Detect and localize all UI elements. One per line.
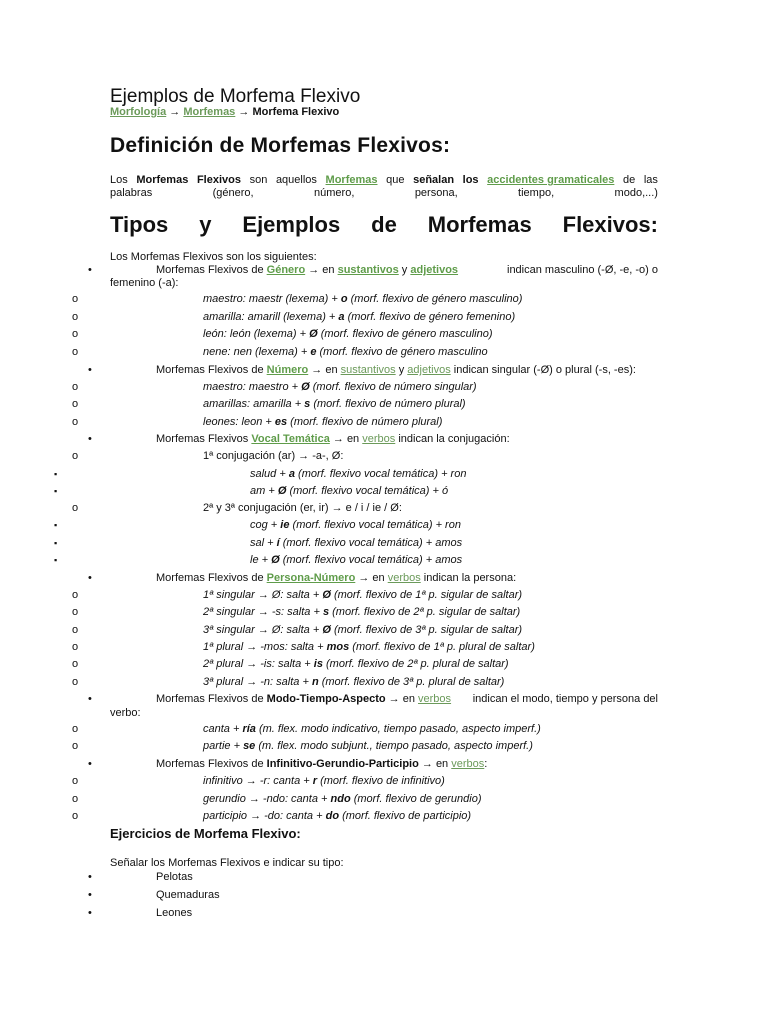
heading-word: Ejemplos bbox=[242, 212, 341, 237]
example-item: león: león (lexema) + Ø (morf. flexivo de género masculino) bbox=[203, 328, 493, 340]
example-item: nene: nen (lexema) + e (morf. flexivo de género masculino bbox=[203, 346, 488, 358]
exercise-item: Leones bbox=[156, 907, 193, 919]
circle-bullet-icon: o bbox=[72, 775, 79, 787]
heading-word: Tipos bbox=[110, 212, 169, 237]
link-adjetivos[interactable]: adjetivos bbox=[410, 264, 459, 276]
list-item-persona: Morfemas Flexivos de Persona-Número → en verbos indican la persona: bbox=[156, 572, 517, 584]
circle-bullet-icon: o bbox=[72, 641, 79, 653]
text-bold: Morfemas bbox=[136, 174, 189, 186]
tipos-heading bbox=[110, 212, 658, 238]
square-bullet-icon: ▪ bbox=[54, 486, 58, 496]
circle-bullet-icon: o bbox=[72, 658, 79, 670]
example-item: sal + í (morf. flexivo vocal temática) + amos bbox=[250, 537, 463, 549]
example-item: le + Ø (morf. flexivo vocal temática) + amos bbox=[250, 554, 463, 566]
breadcrumb-current: Morfema Flexivo bbox=[252, 106, 340, 118]
list-item-genero bbox=[156, 264, 658, 277]
list-item-numero: Morfemas Flexivos de Número → en sustantivos y adjetivos indican singular (-Ø) o plural (-s, -es): bbox=[156, 364, 636, 376]
example-item: 1ª singular → Ø: salta + Ø (morf. flexivo de 1ª p. sigular de saltar) bbox=[203, 589, 523, 601]
example-item: participio → -do: canta + do (morf. flexivo de participio) bbox=[203, 810, 472, 822]
circle-bullet-icon: o bbox=[72, 346, 79, 358]
disc-bullet-icon: • bbox=[88, 693, 92, 705]
example-item: gerundio → -ndo: canta + ndo (morf. flexivo de gerundio) bbox=[203, 793, 482, 805]
link-sustantivos[interactable]: sustantivos bbox=[337, 264, 399, 276]
square-bullet-icon: ▪ bbox=[54, 520, 58, 530]
list-item-genero-cont: femenino (-a): bbox=[110, 277, 179, 289]
example-item: 3ª singular → Ø: salta + Ø (morf. flexivo de 3ª p. sigular de saltar) bbox=[203, 624, 523, 636]
list-item-modo-cont: verbo: bbox=[110, 707, 141, 719]
link-verbos[interactable]: verbos bbox=[418, 693, 452, 705]
circle-bullet-icon: o bbox=[72, 450, 79, 462]
intro-text: Los Morfemas Flexivos son los siguientes: bbox=[110, 251, 317, 263]
text: Morfemas Flexivos de Género → en sustantivos y adjetivos bbox=[156, 264, 459, 276]
disc-bullet-icon: • bbox=[88, 364, 92, 376]
link-persona-numero[interactable]: Persona-Número bbox=[266, 572, 356, 584]
example-item: amarillas: amarilla + s (morf. flexivo de número plural) bbox=[203, 398, 466, 410]
breadcrumb bbox=[110, 106, 339, 118]
text: aquellos bbox=[275, 174, 317, 186]
circle-bullet-icon: o bbox=[72, 381, 79, 393]
example-item: partie + se (m. flex. modo subjunt., tiempo pasado, aspecto imperf.) bbox=[203, 740, 533, 752]
circle-bullet-icon: o bbox=[72, 723, 79, 735]
text: indican masculino (-Ø, -e, -o) o bbox=[507, 264, 658, 276]
text: las bbox=[643, 174, 658, 186]
list-item-infinitivo: Morfemas Flexivos de Infinitivo-Gerundio-Participio → en verbos: bbox=[156, 758, 488, 770]
example-item: 2ª plural → -is: salta + is (morf. flexivo de 2ª p. plural de saltar) bbox=[203, 658, 509, 670]
text: indican el modo, tiempo y persona del bbox=[472, 693, 658, 705]
text: tiempo, bbox=[518, 187, 555, 199]
example-item: maestro: maestr (lexema) + o (morf. flexivo de género masculino) bbox=[203, 293, 523, 305]
text-bold: Flexivos bbox=[196, 174, 241, 186]
page-title: Ejemplos de Morfema Flexivo bbox=[110, 86, 361, 107]
example-item: 1ª plural → -mos: salta + mos (morf. flexivo de 1ª p. plural de saltar) bbox=[203, 641, 535, 653]
text: que bbox=[386, 174, 405, 186]
text: de bbox=[622, 174, 636, 186]
heading-word: de bbox=[371, 212, 397, 237]
exercise-item: Pelotas bbox=[156, 871, 193, 883]
example-item: leones: leon + es (morf. flexivo de número plural) bbox=[203, 416, 443, 428]
example-item: am + Ø (morf. flexivo vocal temática) + ó bbox=[250, 485, 449, 497]
circle-bullet-icon: o bbox=[72, 589, 79, 601]
circle-bullet-icon: o bbox=[72, 311, 79, 323]
breadcrumb-separator: → bbox=[169, 106, 181, 118]
breadcrumb-separator: → bbox=[238, 106, 250, 118]
definition-line-1 bbox=[110, 174, 658, 187]
link-verbos[interactable]: verbos bbox=[387, 572, 421, 584]
example-item: salud + a (morf. flexivo vocal temática) + ron bbox=[250, 468, 467, 480]
square-bullet-icon: ▪ bbox=[54, 469, 58, 479]
circle-bullet-icon: o bbox=[72, 624, 79, 636]
link-morfemas[interactable]: Morfemas bbox=[325, 174, 378, 186]
text: persona, bbox=[414, 187, 458, 199]
text-bold: señalan bbox=[413, 174, 455, 186]
circle-bullet-icon: o bbox=[72, 502, 79, 514]
link-adjetivos[interactable]: adjetivos bbox=[407, 364, 451, 376]
text: (género, bbox=[212, 187, 254, 199]
text: modo,...) bbox=[614, 187, 658, 199]
text: número, bbox=[314, 187, 355, 199]
breadcrumb-link-morfemas[interactable]: Morfemas bbox=[183, 106, 236, 118]
link-numero[interactable]: Número bbox=[266, 364, 309, 376]
example-item: 2ª singular → -s: salta + s (morf. flexivo de 2ª p. sigular de saltar) bbox=[203, 606, 521, 618]
example-item: amarilla: amarill (lexema) + a (morf. flexivo de género femenino) bbox=[203, 311, 516, 323]
heading-word: y bbox=[199, 212, 212, 237]
link-verbos[interactable]: verbos bbox=[451, 758, 485, 770]
link-accidentes-gramaticales[interactable]: accidentes gramaticales bbox=[487, 174, 615, 186]
list-item-vocal: Morfemas Flexivos Vocal Temática → en verbos indican la conjugación: bbox=[156, 433, 510, 445]
disc-bullet-icon: • bbox=[88, 264, 92, 276]
circle-bullet-icon: o bbox=[72, 793, 79, 805]
circle-bullet-icon: o bbox=[72, 398, 79, 410]
circle-bullet-icon: o bbox=[72, 606, 79, 618]
ejercicios-heading: Ejercicios de Morfema Flexivo: bbox=[110, 826, 301, 841]
heading-word: Morfemas bbox=[427, 212, 532, 237]
link-genero[interactable]: Género bbox=[266, 264, 306, 276]
disc-bullet-icon: • bbox=[88, 758, 92, 770]
disc-bullet-icon: • bbox=[88, 433, 92, 445]
example-item: maestro: maestro + Ø (morf. flexivo de número singular) bbox=[203, 381, 477, 393]
list-item-modo bbox=[156, 693, 658, 706]
circle-bullet-icon: o bbox=[72, 676, 79, 688]
definition-line-2 bbox=[110, 187, 658, 200]
example-item: canta + ría (m. flex. modo indicativo, tiempo pasado, aspecto imperf.) bbox=[203, 723, 541, 735]
disc-bullet-icon: • bbox=[88, 907, 92, 919]
example-item: infinitivo → -r: canta + r (morf. flexivo de infinitivo) bbox=[203, 775, 445, 787]
definition-heading: Definición de Morfemas Flexivos: bbox=[110, 134, 451, 157]
exercise-item: Quemaduras bbox=[156, 889, 220, 901]
conjugation-1: 1ª conjugación (ar) → -a-, Ø: bbox=[203, 450, 344, 462]
circle-bullet-icon: o bbox=[72, 810, 79, 822]
link-vocal-tematica[interactable]: Vocal Temática bbox=[251, 433, 330, 445]
disc-bullet-icon: • bbox=[88, 871, 92, 883]
heading-word: Flexivos: bbox=[562, 212, 658, 237]
circle-bullet-icon: o bbox=[72, 740, 79, 752]
conjugation-2: 2ª y 3ª conjugación (er, ir) → e / i / ie / Ø: bbox=[203, 502, 402, 514]
disc-bullet-icon: • bbox=[88, 572, 92, 584]
example-item: 3ª plural → -n: salta + n (morf. flexivo de 3ª p. plural de saltar) bbox=[203, 676, 505, 688]
circle-bullet-icon: o bbox=[72, 328, 79, 340]
square-bullet-icon: ▪ bbox=[54, 538, 58, 548]
text-bold: los bbox=[462, 174, 479, 186]
text: palabras bbox=[110, 187, 153, 199]
square-bullet-icon: ▪ bbox=[54, 555, 58, 565]
circle-bullet-icon: o bbox=[72, 416, 79, 428]
example-item: cog + ie (morf. flexivo vocal temática) + ron bbox=[250, 519, 461, 531]
text: son bbox=[249, 174, 268, 186]
text: Morfemas Flexivos de Modo-Tiempo-Aspecto → en verbos bbox=[156, 693, 452, 705]
text: Los bbox=[110, 174, 128, 186]
link-sustantivos[interactable]: sustantivos bbox=[340, 364, 396, 376]
breadcrumb-link-morfologia[interactable]: Morfología bbox=[110, 106, 167, 118]
disc-bullet-icon: • bbox=[88, 889, 92, 901]
ejercicios-intro: Señalar los Morfemas Flexivos e indicar su tipo: bbox=[110, 857, 344, 869]
link-verbos[interactable]: verbos bbox=[362, 433, 396, 445]
circle-bullet-icon: o bbox=[72, 293, 79, 305]
